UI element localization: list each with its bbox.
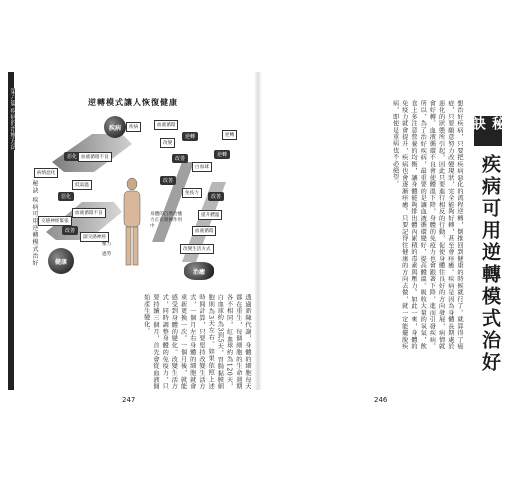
left-page [8, 72, 258, 404]
figure-caption: 身體的自然治癒力正在發揮作用中 [150, 212, 183, 229]
side-caption: 過勞 [102, 252, 112, 257]
left-body-text: 透過新陳代謝，身體的細胞每天都在重生，每個細胞的生命週期各不相同，紅血球約為120天，白血球約為3到5天，胃腸黏膜細胞則為3天左右。如果依照上述時間計算，只要堅持改變生活方式，一個月左右身體的細胞就會重新更換一次。一個月後，就能感受到身體的變化。改變生活方式，同時調整身體的免疫力，只要持續三個月，首先會從血液開始產生變化。 [142, 294, 251, 390]
section-label: 秘訣 [470, 116, 506, 132]
stage-pill: 改善 [208, 192, 224, 201]
stage-pill: 逆轉 [214, 150, 230, 159]
stage-pill: 逆轉 [182, 132, 198, 141]
right-body-text: 想治好疾病，只要把疾病惡化的流程逆轉，倒推回到健康的時候就行了。就算得了癌症，只要願意努力改變現狀，完全能夠好轉，甚至會痊癒。疾病是因為身體長期處於惡化的狀態所引起，因此只要進行相反的行動，促使身體往良好的方向發展，病情就會好轉。血液循環不良會使體溫下降，身體的免疫力也會跟著下降，進而引發疾病。所以，為了治好疾病，最重要的是讓血液循環變好，提高體溫。吸收大量的氧氣，飲食上多注意營養的均衡，讓身體能夠排出體內累積的毒素與壓力。如此一來，身體的免疫力就會提升，疾病也會逐漸痊癒。只要記得往健康的方向去做，就一定能擺脫疾病，即使是重病也不必絕望。 [391, 100, 463, 350]
disease-circle [104, 116, 126, 138]
stage-box: 血液循環不良 [78, 152, 112, 162]
stage-box: 提升體溫 [198, 210, 222, 220]
diagram-title: 逆轉模式讓人恢復健康 [88, 97, 178, 107]
stage-box: 疾病 [126, 122, 141, 132]
stage-box: 改變 [160, 138, 175, 148]
section-title: 疾病可用逆轉模式治好 [479, 154, 501, 374]
stage-box: 白血球 [192, 162, 212, 172]
stage-box: 免疫力 [182, 188, 202, 198]
page-number: 247 [122, 396, 136, 404]
cure-label: 治癒 [192, 268, 205, 276]
stage-pill: 改善 [62, 226, 78, 235]
stage-box: 低氣溫 [72, 180, 92, 190]
figure-body [124, 191, 140, 227]
stage-box: 逆轉 [222, 130, 237, 140]
book-gutter [254, 72, 262, 390]
stage-pill: 惡化 [64, 152, 80, 161]
health-label: 健康 [54, 258, 67, 266]
stage-box: 副交感神經 [80, 232, 109, 242]
health-circle [48, 248, 74, 274]
figure-leg [133, 227, 138, 265]
stage-pill: 改善 [172, 154, 188, 163]
ascend-band [152, 162, 194, 242]
stage-box: 血液循環不良 [72, 208, 106, 218]
page-number: 246 [374, 396, 388, 404]
disease-label: 疾病 [108, 124, 121, 132]
stage-box: 血液循環 [154, 120, 178, 130]
side-tab: 秘訣 疾病可用逆轉模式治好 [31, 180, 38, 267]
figure-leg [126, 227, 131, 265]
reversal-diagram [32, 92, 252, 288]
stage-box: 交感神經緊張 [38, 216, 72, 226]
side-caption: 壓力 [102, 242, 112, 247]
stage-box: 改變生活方式 [180, 244, 214, 254]
figure-head [127, 178, 137, 190]
cure-circle [184, 262, 214, 280]
right-page [262, 72, 512, 404]
stage-pill: 惡化 [58, 192, 74, 201]
running-head: 第六篇 疾病的治療方法 [9, 88, 16, 150]
stage-box: 血液循環 [192, 226, 216, 236]
stage-box: 病情惡化 [34, 168, 58, 178]
stage-pill: 改善 [160, 176, 176, 185]
section-label-box [470, 116, 506, 146]
